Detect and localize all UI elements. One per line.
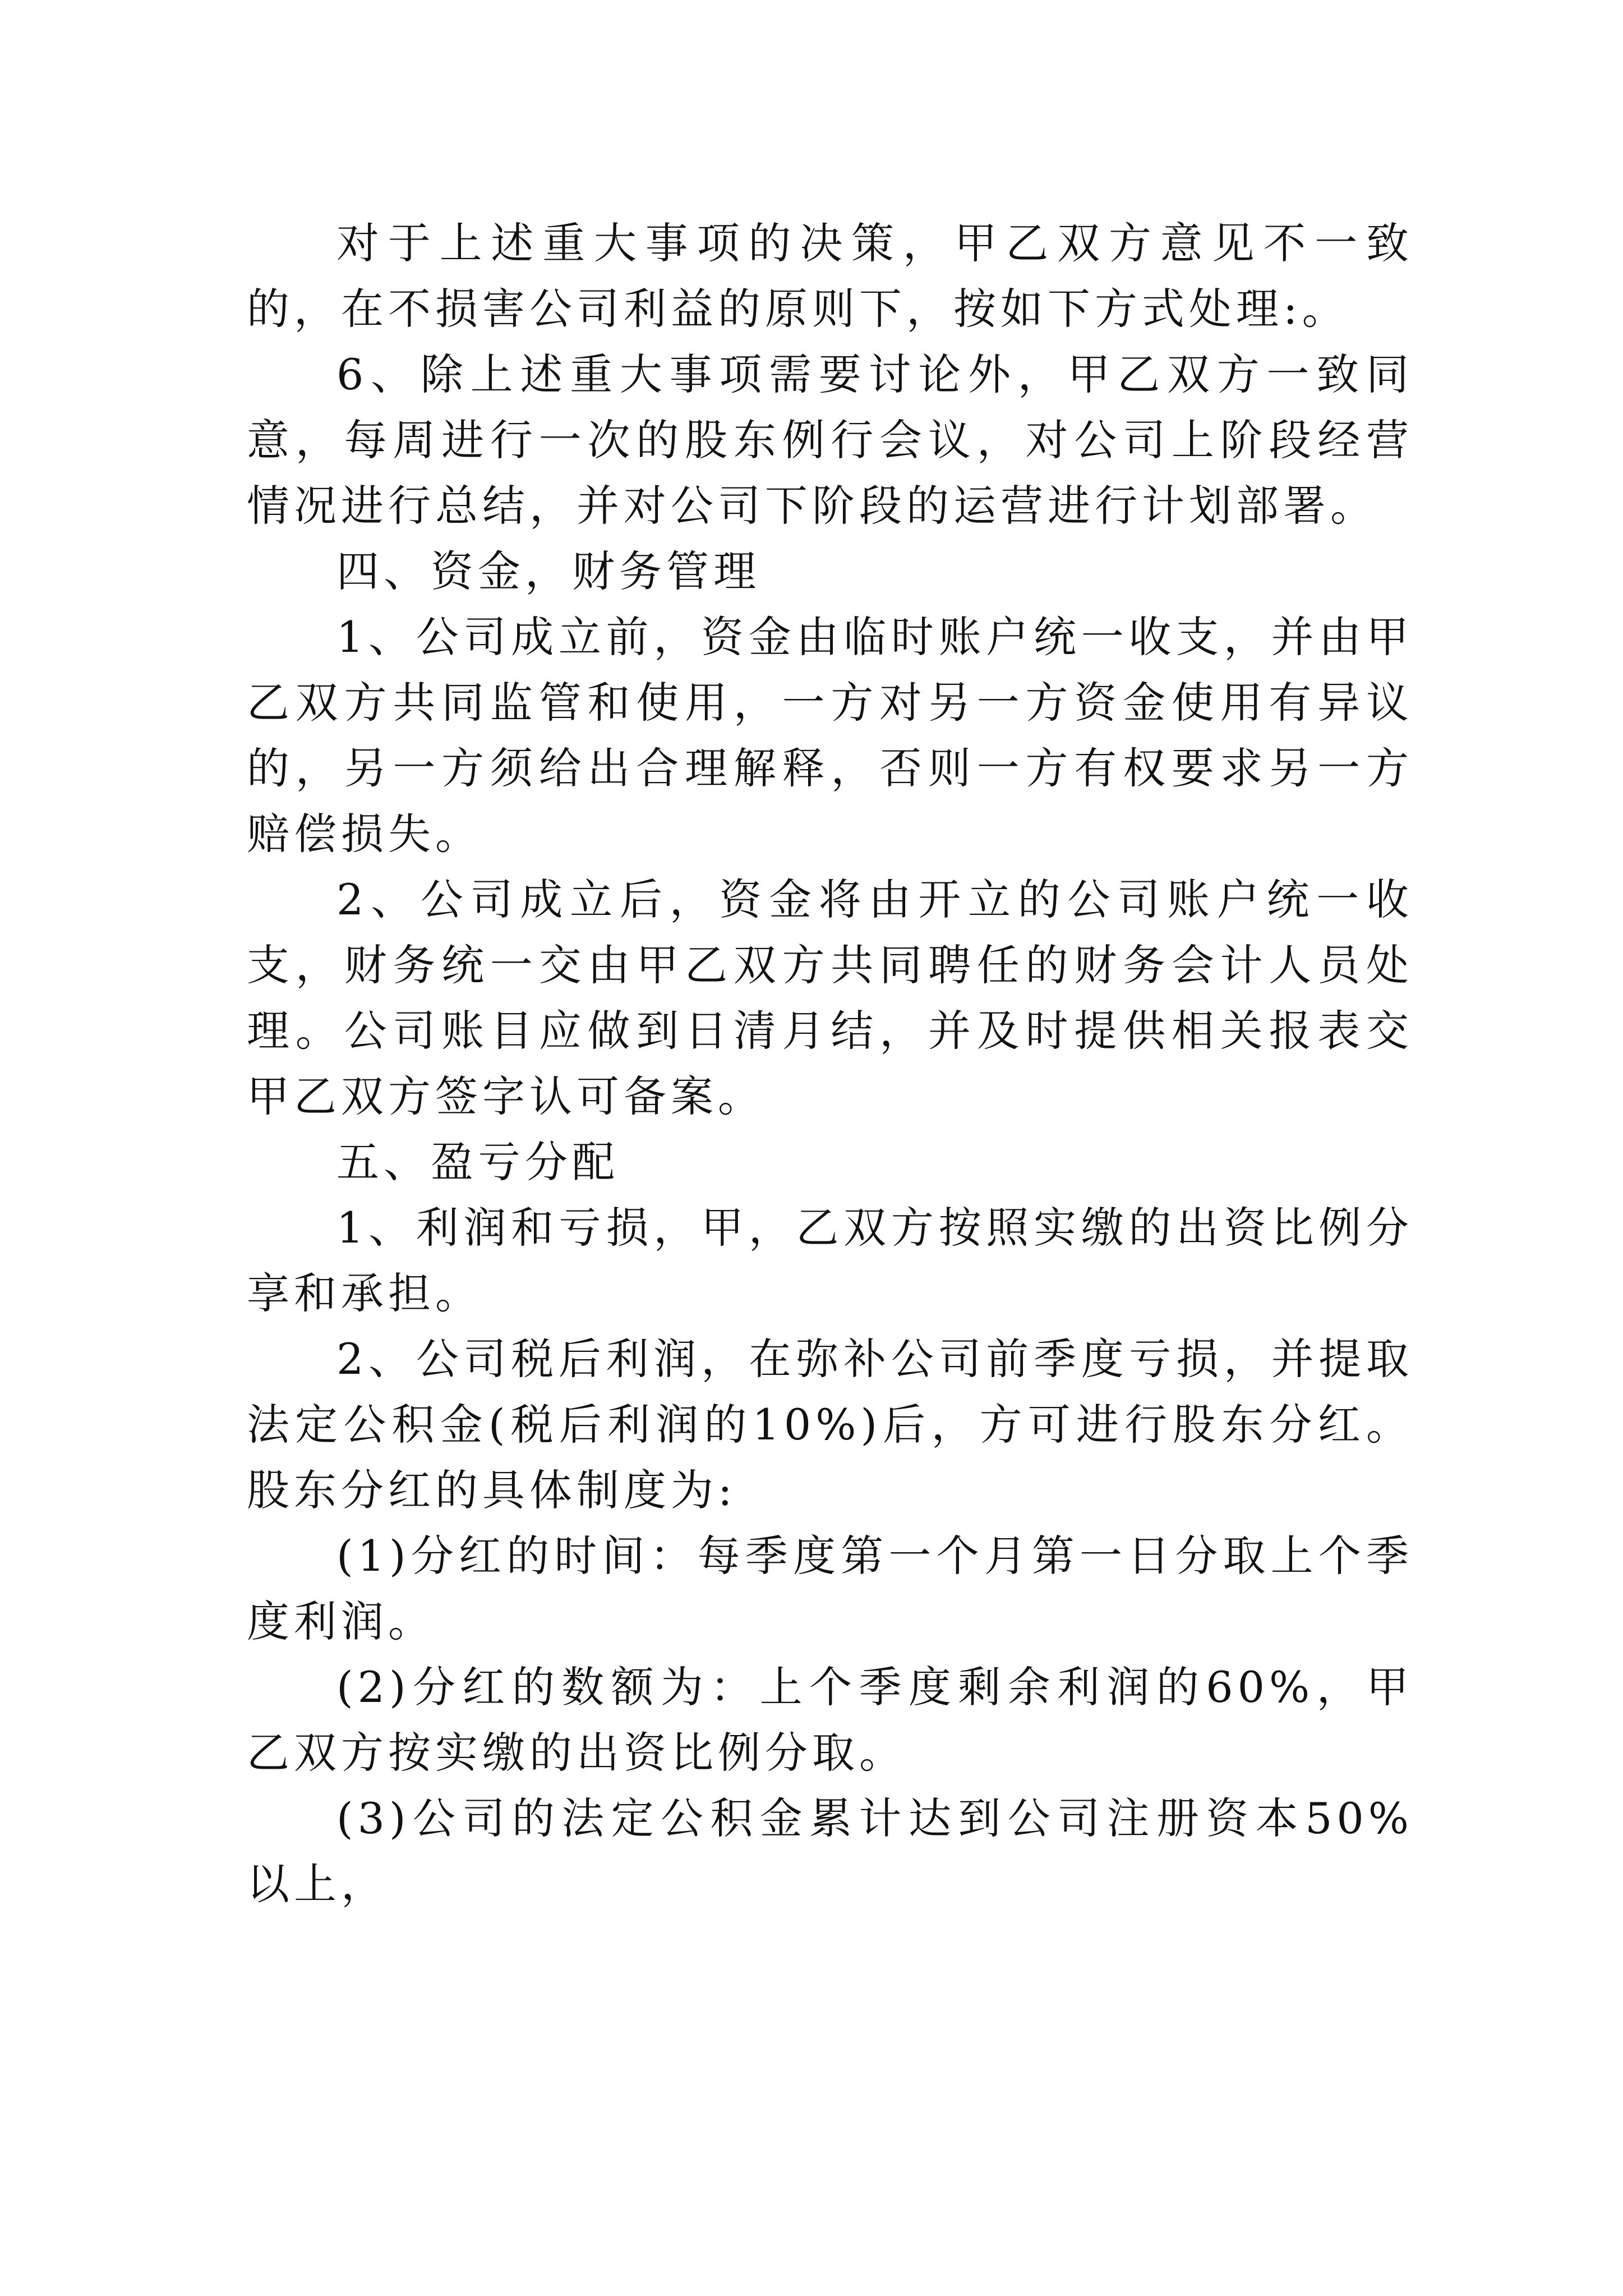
heading-profit-loss: 五、盈亏分配: [336, 1137, 619, 1187]
paragraph-after-tax-profit: 2、公司税后利润，在弥补公司前季度亏损，并提取法定公积金(税后利润的10%)后，方可进行股东分红。股东分红的具体制度为:: [247, 1334, 1413, 1515]
paragraph-dividend-amount: (2)分红的数额为：上个季度剩余利润的60%，甲乙双方按实缴的出资比例分取。: [247, 1662, 1413, 1778]
paragraph-dividend-time: (1)分红的时间：每季度第一个月第一日分取上个季度利润。: [247, 1531, 1413, 1646]
paragraph-statutory-reserve: (3)公司的法定公积金累计达到公司注册资本50%以上，: [247, 1793, 1413, 1909]
document-body: [247, 210, 1413, 1917]
paragraph-weekly-meeting: 6、除上述重大事项需要讨论外，甲乙双方一致同意，每周进行一次的股东例行会议，对公司上阶段经营情况进行总结，并对公司下阶段的运营进行计划部署。: [247, 349, 1413, 531]
heading-funds-finance: 四、资金，财务管理: [336, 546, 760, 596]
paragraph-funds-after-establishment: 2、公司成立后，资金将由开立的公司账户统一收支，财务统一交由甲乙双方共同聘任的财务会计人员处理。公司账目应做到日清月结，并及时提供相关报表交甲乙双方签字认可备案。: [247, 875, 1413, 1121]
paragraph-profit-sharing: 1、利润和亏损，甲，乙双方按照实缴的出资比例分享和承担。: [247, 1203, 1413, 1318]
paragraph-decision-dispute: 对于上述重大事项的决策，甲乙双方意见不一致的，在不损害公司利益的原则下，按如下方式处理:。: [247, 218, 1413, 334]
paragraph-funds-before-establishment: 1、公司成立前，资金由临时账户统一收支，并由甲乙双方共同监管和使用，一方对另一方资金使用有异议的，另一方须给出合理解释，否则一方有权要求另一方赔偿损失。: [247, 612, 1413, 859]
